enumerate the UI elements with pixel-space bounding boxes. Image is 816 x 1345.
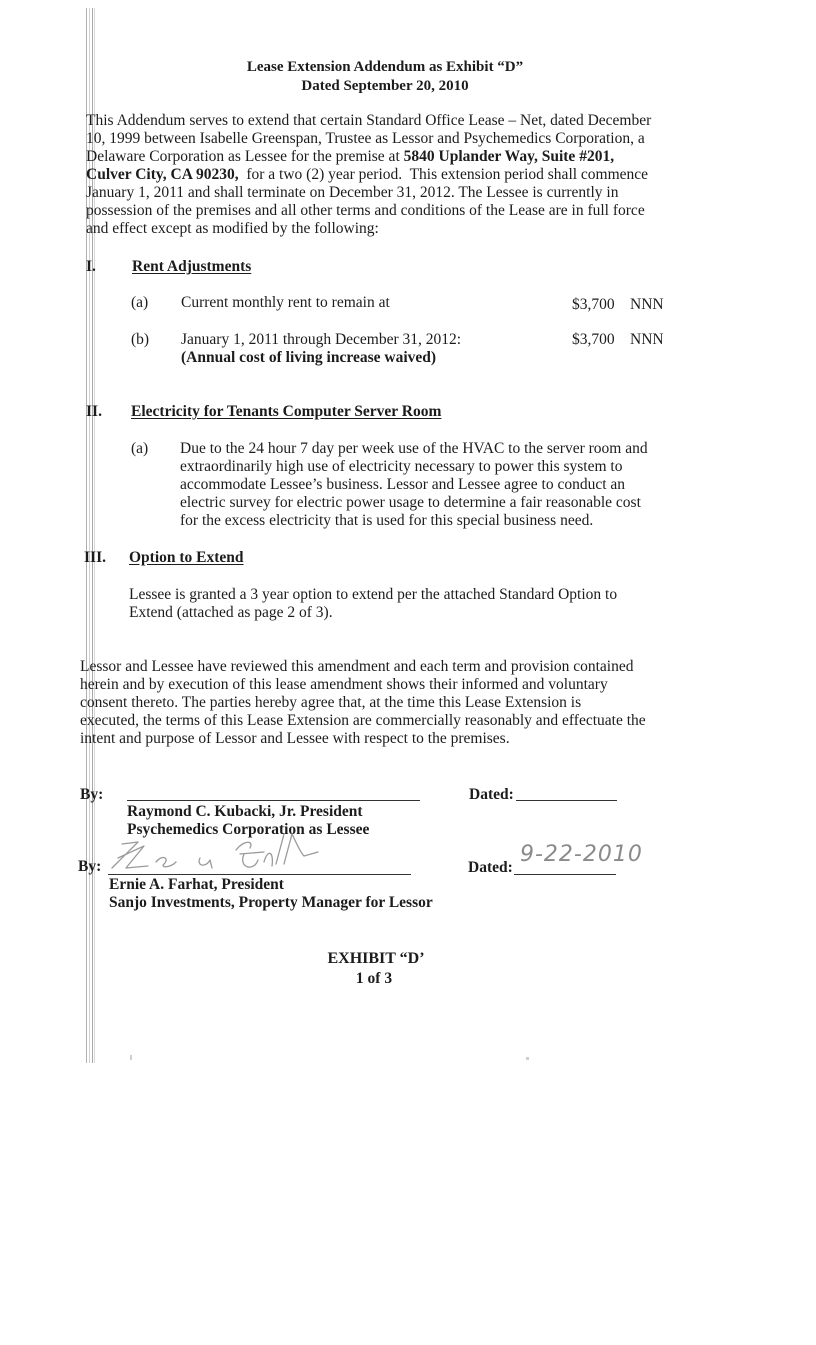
intro-line: 10, 1999 between Isabelle Greenspan, Trustee as Lessor and Psychemedics Corporation, a [86,130,645,147]
section-heading-electricity: Electricity for Tenants Computer Server Room [131,403,442,420]
scan-speck [130,1055,132,1060]
intro-paragraph [86,112,686,238]
intro-line: and effect except as modified by the following: [86,220,379,237]
page-number: 1 of 3 [355,970,393,987]
item-label: (b) [131,331,150,348]
rent-item-text: January 1, 2011 through December 31, 2012: [181,331,462,348]
section-number: II. [86,403,102,420]
signatory-role: Psychemedics Corporation as Lessee [127,821,370,838]
document-date: Dated September 20, 2010 [301,78,469,94]
closing-paragraph: Lessor and Lessee have reviewed this amendment and each term and provision contained herein and by execution of this lease amendment shows their informed and voluntary consent thereto. The parties hereby agree that, at the time this Lease Extension is executed, the terms of this Lease Extension are commercially reasonably and effectuate the intent and purpose of Lessor and Lessee with respect to the premises. [80,658,646,747]
by-label: By: [78,858,102,875]
intro-line: January 1, 2011 and shall terminate on December 31, 2012. The Lessee is currently in [86,184,619,201]
exhibit-label: EXHIBIT “D’ [327,950,425,967]
intro-line: This Addendum serves to extend that certain Standard Office Lease – Net, dated December [86,112,652,129]
section-number: I. [86,258,96,275]
intro-line: Culver City, CA 90230, for a two (2) year period. This extension period shall commence [86,166,649,183]
signatory-role: Sanjo Investments, Property Manager for Lessor [109,894,433,911]
item-label: (a) [131,440,149,457]
rent-item-text: Current monthly rent to remain at [181,294,390,311]
handwritten-signature [104,828,334,880]
intro-line: Delaware Corporation as Lessee for the premise at 5840 Uplander Way, Suite #201, [86,148,615,165]
by-label: By: [80,786,104,803]
dated-line [514,874,616,875]
rent-amount: $3,700 [572,296,615,313]
rent-amount: $3,700 [572,331,615,348]
document-title: Lease Extension Addendum as Exhibit “D” [246,59,524,75]
intro-line: possession of the premises and all other terms and conditions of the Lease are in full force [86,202,645,219]
electricity-item-text: Due to the 24 hour 7 day per week use of the HVAC to the server room and extraordinarily high use of electricity necessary to power this system to accommodate Lessee’s business. Lessor and Lessee agree to conduct an electric survey for electric power usage to determine a fair reasonable cost for the excess electricity that is used for this special business need. [180,440,648,529]
option-text: Lessee is granted a 3 year option to extend per the attached Standard Option to Extend (attached as page 2 of 3). [129,586,618,621]
signature-line [108,874,411,875]
dated-line [516,800,617,801]
signatory-name: Raymond C. Kubacki, Jr. President [127,803,363,820]
dated-label: Dated: [469,786,514,803]
section-heading-rent: Rent Adjustments [132,258,252,275]
handwritten-date: 9-22-2010 [520,842,643,867]
section-number: III. [84,549,106,566]
section-heading-option: Option to Extend [129,549,244,566]
signatory-name: Ernie A. Farhat, President [109,876,284,893]
scan-speck [526,1057,529,1060]
rent-unit: NNN [630,296,664,313]
premises-city: Culver City, CA 90230, [86,166,239,183]
dated-label: Dated: [468,859,513,876]
item-label: (a) [131,294,149,311]
premises-address: 5840 Uplander Way, Suite #201, [403,148,615,165]
signature-line [127,800,420,801]
rent-item-note: (Annual cost of living increase waived) [181,349,437,366]
rent-unit: NNN [630,331,664,348]
